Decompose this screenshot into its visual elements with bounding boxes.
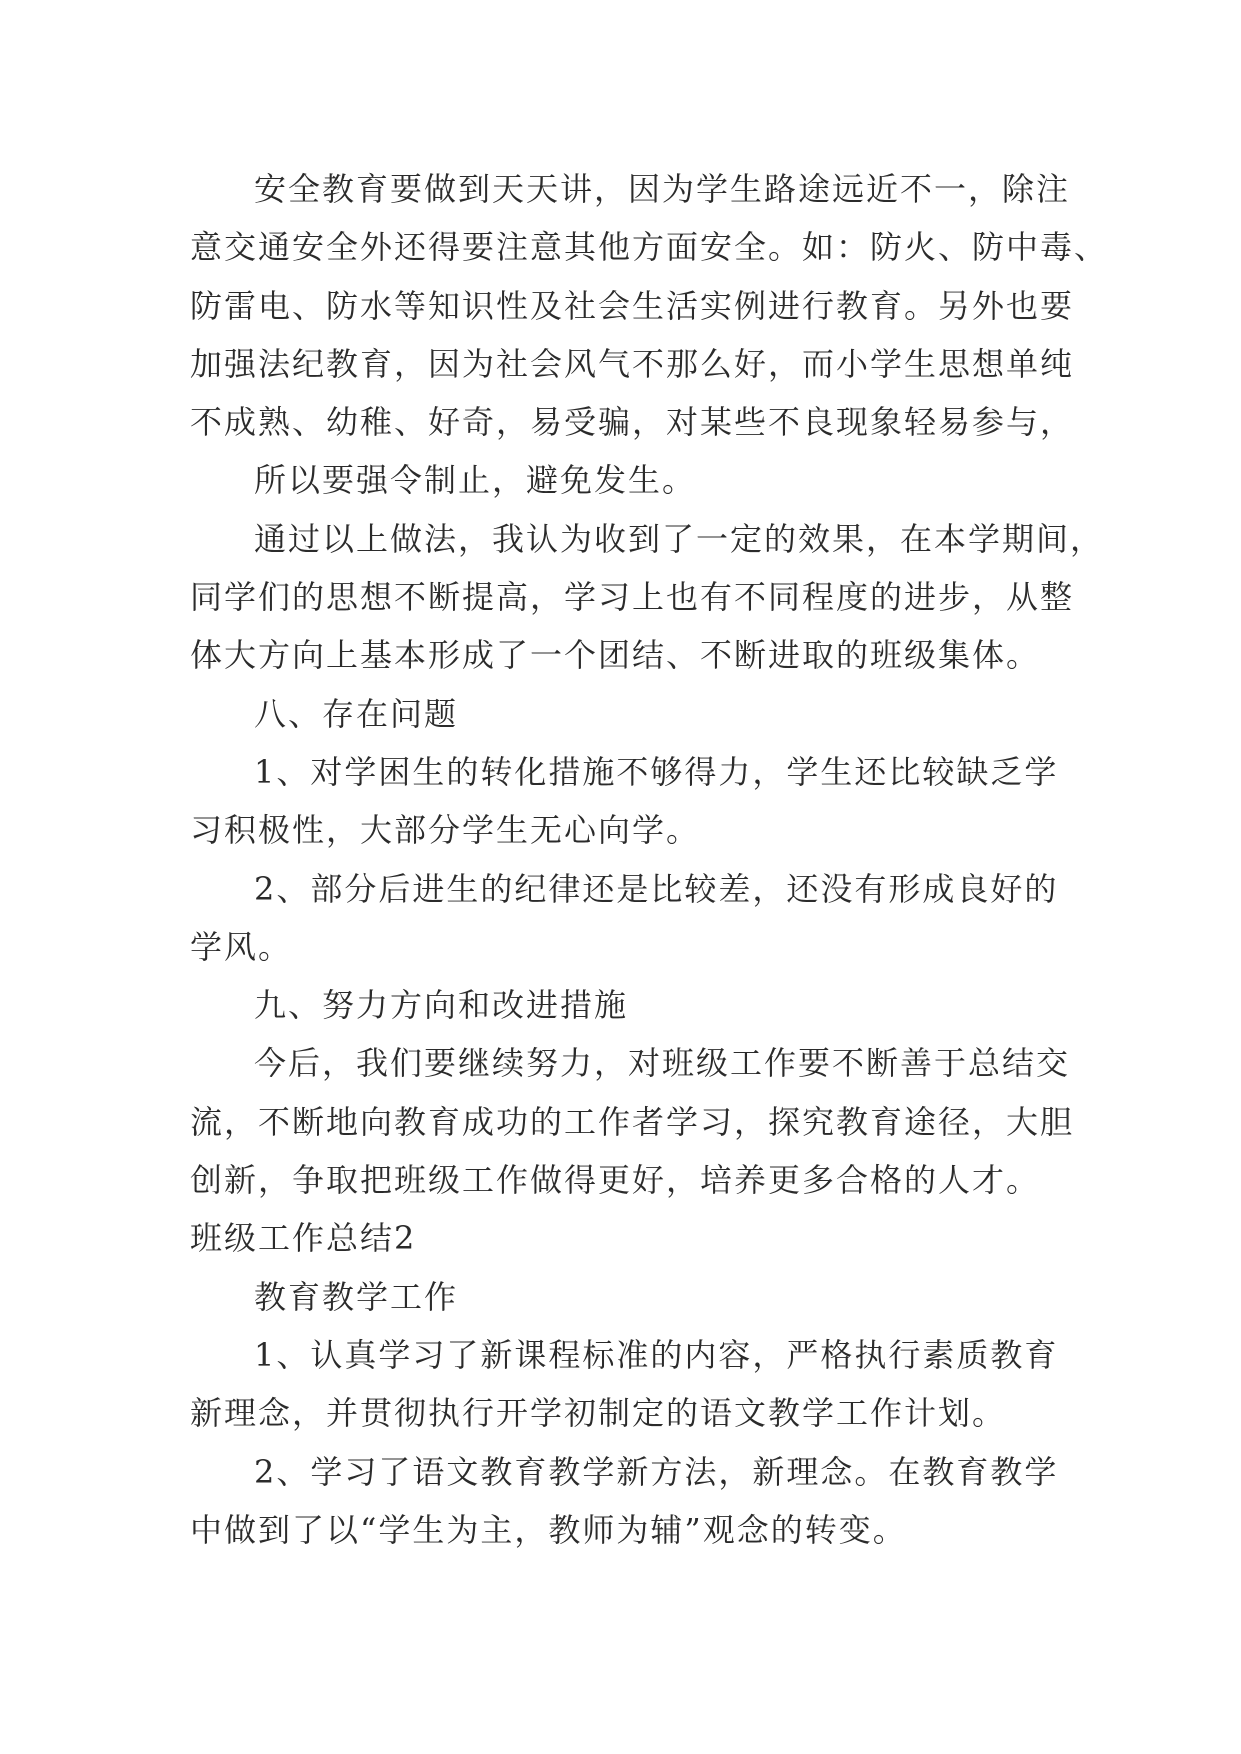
document-body bbox=[190, 160, 1109, 1559]
text-line: 同学们的思想不断提高，学习上也有不同程度的进步，从整 bbox=[190, 578, 1075, 617]
text-line: 2、部分后进生的纪律还是比较差，还没有形成良好的 bbox=[254, 869, 1059, 908]
text-line: 体大方向上基本形成了一个团结、不断进取的班级集体。 bbox=[190, 636, 1041, 675]
text-line: 通过以上做法，我认为收到了一定的效果，在本学期间， bbox=[254, 519, 1105, 558]
text-line: 教育教学工作 bbox=[254, 1277, 459, 1316]
text-line: 习积极性，大部分学生无心向学。 bbox=[190, 811, 701, 850]
text-line: 流，不断地向教育成功的工作者学习，探究教育途径，大胆 bbox=[190, 1102, 1075, 1141]
text-line: 安全教育要做到天天讲，因为学生路途远近不一，除注 bbox=[254, 170, 1071, 208]
text-line: 学风。 bbox=[190, 927, 293, 966]
text-line: 九、努力方向和改进措施 bbox=[254, 986, 629, 1025]
text-line: 不成熟、幼稚、好奇，易受骗，对某些不良现象轻易参与， bbox=[190, 403, 1075, 442]
text-line: 所以要强令制止，避免发生。 bbox=[254, 461, 697, 500]
text-line: 1、对学困生的转化措施不够得力，学生还比较缺乏学 bbox=[254, 752, 1059, 791]
text-line: 防雷电、防水等知识性及社会生活实例进行教育。另外也要 bbox=[190, 286, 1075, 325]
text-line: 2、学习了语文教育教学新方法，新理念。在教育教学 bbox=[254, 1452, 1059, 1491]
text-line: 创新，争取把班级工作做得更好，培养更多合格的人才。 bbox=[190, 1161, 1041, 1200]
text-line: 意交通安全外还得要注意其他方面安全。如：防火、防中毒、 bbox=[190, 228, 1109, 267]
text-line: 1、认真学习了新课程标准的内容，严格执行素质教育 bbox=[254, 1335, 1059, 1374]
text-line: 八、存在问题 bbox=[254, 694, 459, 733]
text-line: 班级工作总结2 bbox=[190, 1219, 417, 1258]
text-line: 新理念，并贯彻执行开学初制定的语文教学工作计划。 bbox=[190, 1394, 1007, 1433]
text-line: 今后，我们要继续努力，对班级工作要不断善于总结交 bbox=[254, 1044, 1071, 1083]
text-line: 中做到了以“学生为主，教师为辅”观念的转变。 bbox=[190, 1510, 907, 1549]
text-line: 加强法纪教育，因为社会风气不那么好，而小学生思想单纯 bbox=[190, 344, 1075, 383]
